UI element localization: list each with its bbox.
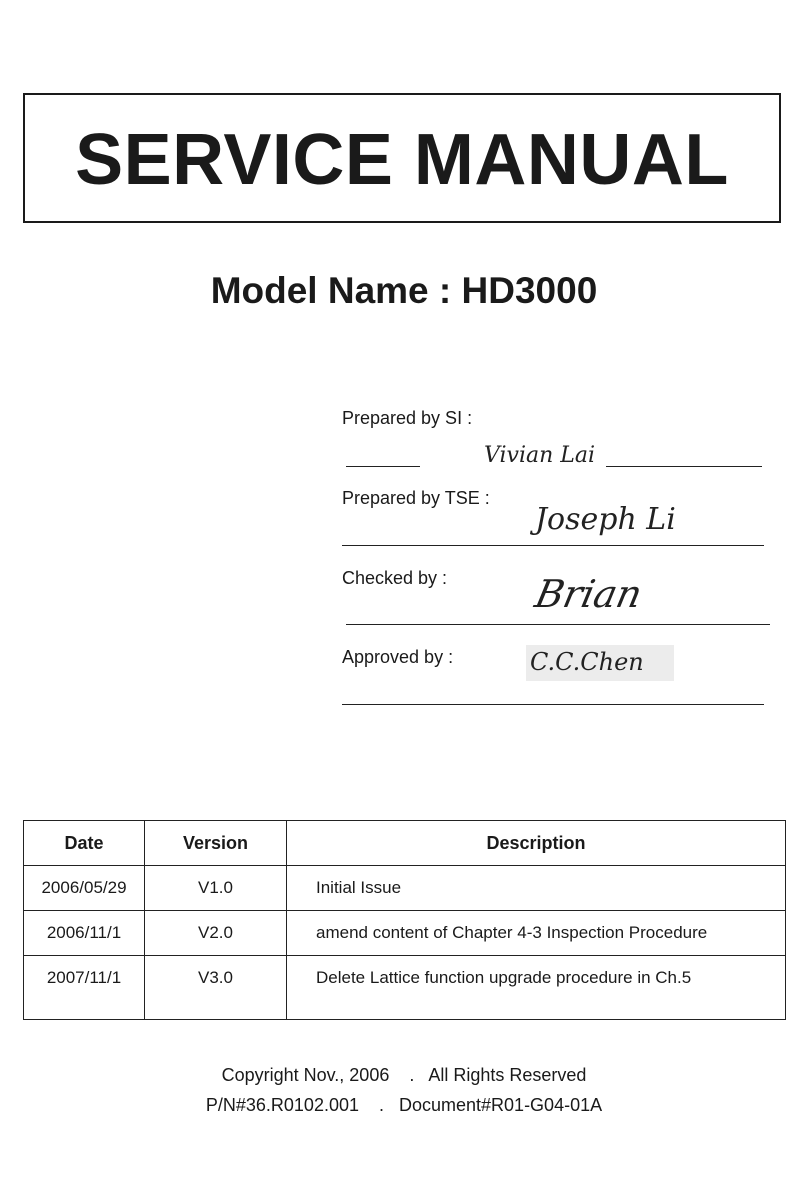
table-row: [24, 911, 786, 956]
cell-version: V3.0: [145, 956, 287, 1020]
revision-history-table: [23, 820, 786, 1020]
column-header-description: Description: [287, 821, 786, 866]
table-row: [24, 866, 786, 911]
cell-date: 2007/11/1: [24, 956, 145, 1020]
cell-description: Initial Issue: [287, 866, 786, 911]
cell-description: Delete Lattice function upgrade procedure in Ch.5: [287, 956, 786, 1020]
checked-by-label: Checked by :: [342, 568, 448, 588]
signature-line: [606, 466, 762, 467]
table-header-row: [24, 821, 786, 866]
prepared-by-tse-label: Prepared by TSE :: [342, 488, 490, 508]
cell-date: 2006/05/29: [24, 866, 145, 911]
table-row: [24, 956, 786, 1020]
prepared-by-si-label: Prepared by SI :: [342, 408, 473, 428]
cell-version: V2.0: [145, 911, 287, 956]
document-title: SERVICE MANUAL: [75, 120, 729, 200]
copyright-line: Copyright Nov., 2006 . All Rights Reserved: [221, 1065, 587, 1085]
signature-line: [342, 704, 764, 705]
column-header-date: Date: [24, 821, 145, 866]
title-box: [23, 93, 781, 223]
signature-joseph-li: Joseph Li: [535, 502, 676, 537]
cell-version: V1.0: [145, 866, 287, 911]
cell-date: 2006/11/1: [24, 911, 145, 956]
approved-by-label: Approved by :: [342, 647, 454, 667]
signature-line: [346, 624, 770, 625]
model-name: Model Name : HD3000: [210, 270, 598, 311]
signature-line: [346, 466, 420, 467]
signature-line: [342, 545, 764, 546]
signature-cc-chen: C.C.Chen: [530, 648, 644, 676]
column-header-version: Version: [145, 821, 287, 866]
signature-brian: Brian: [531, 572, 647, 616]
signature-vivian-lai: Vivian Lai: [484, 443, 596, 468]
cell-description: amend content of Chapter 4-3 Inspection Procedure: [287, 911, 786, 956]
part-number-line: P/N#36.R0102.001 . Document#R01-G04-01A: [205, 1095, 603, 1115]
